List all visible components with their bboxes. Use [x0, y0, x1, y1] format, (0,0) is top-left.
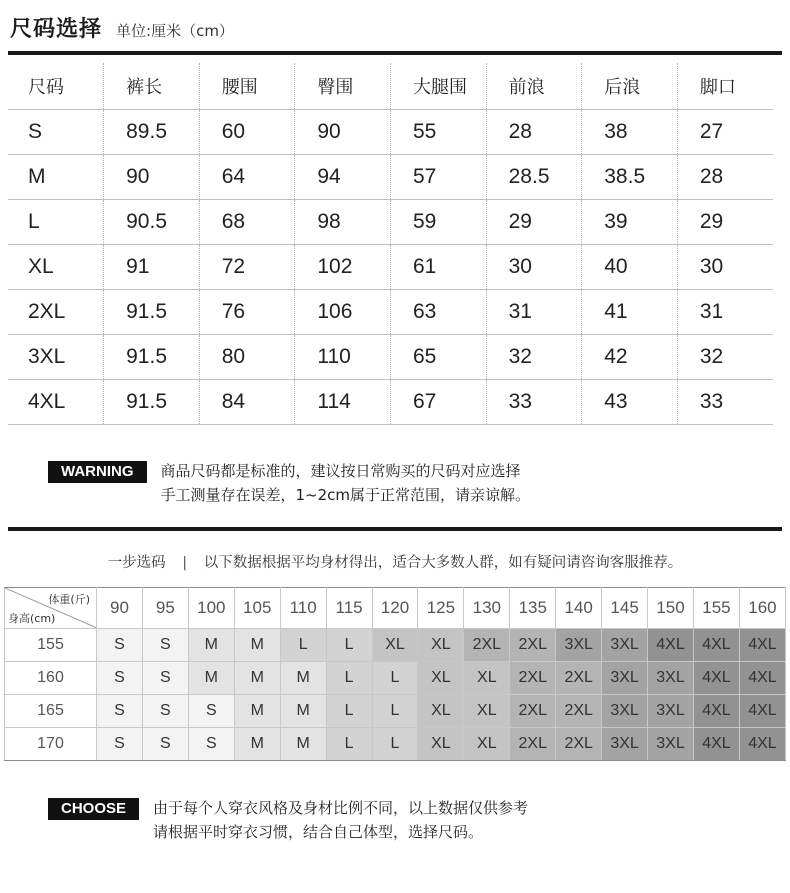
recommended-size-cell: S: [97, 695, 143, 728]
measurement-cell: 110: [295, 335, 391, 380]
recommended-size-cell: M: [188, 662, 234, 695]
height-cell: 160: [5, 662, 97, 695]
recommended-size-cell: S: [188, 728, 234, 761]
measurement-cell: 39: [582, 200, 678, 245]
size-table-header-row: [8, 63, 773, 110]
recommended-size-cell: S: [142, 695, 188, 728]
size-row: [8, 155, 773, 200]
page-header: [10, 12, 234, 44]
size-table: [8, 63, 773, 425]
recommended-size-cell: 4XL: [739, 629, 785, 662]
recommended-size-cell: 4XL: [739, 695, 785, 728]
recommended-size-cell: 3XL: [602, 629, 648, 662]
warning-badge: WARNING: [48, 461, 147, 483]
tip-separator: |: [182, 555, 188, 571]
recommended-size-cell: XL: [418, 728, 464, 761]
recommended-size-cell: 4XL: [648, 629, 694, 662]
weight-height-table: [4, 587, 786, 761]
measurement-cell: 31: [677, 290, 773, 335]
weight-header: 100: [188, 588, 234, 629]
recommended-size-cell: M: [188, 629, 234, 662]
size-row: [8, 335, 773, 380]
measurement-cell: 67: [391, 380, 487, 425]
corner-cell: [5, 588, 97, 629]
height-row: [5, 662, 786, 695]
measurement-cell: 33: [486, 380, 582, 425]
recommended-size-cell: XL: [464, 728, 510, 761]
warning-line-2: 手工测量存在误差，1~2cm属于正常范围，请亲谅解。: [160, 486, 531, 504]
recommended-size-cell: S: [142, 662, 188, 695]
recommended-size-cell: L: [326, 629, 372, 662]
weight-header: 95: [142, 588, 188, 629]
measurement-cell: 41: [582, 290, 678, 335]
measurement-cell: 27: [677, 110, 773, 155]
weight-header: 90: [97, 588, 143, 629]
choose-line-1: 由于每个人穿衣风格及身材比例不同，以上数据仅供参考: [153, 799, 529, 817]
weight-header: 125: [418, 588, 464, 629]
measurement-cell: 102: [295, 245, 391, 290]
size-label-cell: XL: [8, 245, 104, 290]
recommended-size-cell: L: [372, 695, 418, 728]
height-cell: 165: [5, 695, 97, 728]
header-divider: [8, 51, 782, 55]
warning-line-1: 商品尺码都是标准的，建议按日常购买的尺码对应选择: [160, 462, 521, 480]
recommended-size-cell: 3XL: [602, 662, 648, 695]
column-header: 臀围: [295, 63, 391, 110]
recommended-size-cell: 2XL: [510, 629, 556, 662]
column-header: 裤长: [104, 63, 200, 110]
size-label-cell: 4XL: [8, 380, 104, 425]
recommended-size-cell: 4XL: [693, 629, 739, 662]
recommended-size-cell: 4XL: [693, 662, 739, 695]
measurement-cell: 30: [677, 245, 773, 290]
recommended-size-cell: 2XL: [510, 695, 556, 728]
weight-header: 160: [739, 588, 785, 629]
section-divider: [8, 527, 782, 531]
recommended-size-cell: XL: [464, 695, 510, 728]
choose-note: [48, 796, 528, 844]
measurement-cell: 72: [199, 245, 295, 290]
measurement-cell: 91.5: [104, 290, 200, 335]
size-tip: [0, 551, 790, 572]
height-row: [5, 629, 786, 662]
measurement-cell: 63: [391, 290, 487, 335]
measurement-cell: 43: [582, 380, 678, 425]
recommended-size-cell: XL: [418, 695, 464, 728]
measurement-cell: 106: [295, 290, 391, 335]
measurement-cell: 80: [199, 335, 295, 380]
column-header: 前浪: [486, 63, 582, 110]
recommended-size-cell: XL: [372, 629, 418, 662]
warning-note: [48, 459, 530, 507]
measurement-cell: 65: [391, 335, 487, 380]
measurement-cell: 28: [677, 155, 773, 200]
measurement-cell: 64: [199, 155, 295, 200]
measurement-cell: 40: [582, 245, 678, 290]
recommended-size-cell: 2XL: [510, 662, 556, 695]
recommended-size-cell: L: [326, 728, 372, 761]
weight-header: 130: [464, 588, 510, 629]
size-label-cell: 3XL: [8, 335, 104, 380]
recommended-size-cell: L: [372, 662, 418, 695]
weight-header: 105: [234, 588, 280, 629]
size-row: [8, 380, 773, 425]
recommended-size-cell: 2XL: [556, 728, 602, 761]
tip-title: 一步选码: [107, 555, 166, 571]
size-row: [8, 245, 773, 290]
weight-header: 110: [280, 588, 326, 629]
measurement-cell: 76: [199, 290, 295, 335]
recommended-size-cell: S: [97, 728, 143, 761]
measurement-cell: 91.5: [104, 380, 200, 425]
recommended-size-cell: L: [326, 695, 372, 728]
recommended-size-cell: 3XL: [602, 695, 648, 728]
recommended-size-cell: 4XL: [693, 728, 739, 761]
recommended-size-cell: L: [326, 662, 372, 695]
unit-label: 单位:厘米（cm）: [116, 22, 234, 40]
weight-axis-label: 体重(斤): [48, 593, 90, 606]
measurement-cell: 89.5: [104, 110, 200, 155]
weight-header: 145: [602, 588, 648, 629]
recommended-size-cell: S: [97, 629, 143, 662]
column-header: 脚口: [677, 63, 773, 110]
recommended-size-cell: M: [280, 695, 326, 728]
column-header: 腰围: [199, 63, 295, 110]
recommended-size-cell: 4XL: [739, 728, 785, 761]
recommended-size-cell: 2XL: [510, 728, 556, 761]
measurement-cell: 32: [677, 335, 773, 380]
weight-header: 155: [693, 588, 739, 629]
recommended-size-cell: L: [280, 629, 326, 662]
column-header: 尺码: [8, 63, 104, 110]
recommended-size-cell: XL: [418, 629, 464, 662]
recommended-size-cell: S: [142, 728, 188, 761]
size-row: [8, 200, 773, 245]
recommended-size-cell: 3XL: [648, 662, 694, 695]
measurement-cell: 61: [391, 245, 487, 290]
measurement-cell: 90.5: [104, 200, 200, 245]
choose-badge: CHOOSE: [48, 798, 139, 820]
measurement-cell: 60: [199, 110, 295, 155]
height-cell: 155: [5, 629, 97, 662]
measurement-cell: 38: [582, 110, 678, 155]
measurement-cell: 90: [295, 110, 391, 155]
weight-header: 120: [372, 588, 418, 629]
recommended-size-cell: 4XL: [693, 695, 739, 728]
measurement-cell: 90: [104, 155, 200, 200]
choose-line-2: 请根据平时穿衣习惯，结合自己体型，选择尺码。: [153, 823, 484, 841]
measurement-cell: 114: [295, 380, 391, 425]
size-label-cell: 2XL: [8, 290, 104, 335]
height-row: [5, 695, 786, 728]
measurement-cell: 31: [486, 290, 582, 335]
measurement-cell: 94: [295, 155, 391, 200]
weight-header-row: [5, 588, 786, 629]
recommended-size-cell: M: [280, 728, 326, 761]
weight-header: 135: [510, 588, 556, 629]
recommended-size-cell: L: [372, 728, 418, 761]
height-axis-label: 身高(cm): [8, 612, 56, 625]
measurement-cell: 57: [391, 155, 487, 200]
recommended-size-cell: 3XL: [648, 695, 694, 728]
column-header: 大腿围: [391, 63, 487, 110]
measurement-cell: 29: [486, 200, 582, 245]
measurement-cell: 55: [391, 110, 487, 155]
recommended-size-cell: 2XL: [464, 629, 510, 662]
column-header: 后浪: [582, 63, 678, 110]
recommended-size-cell: 2XL: [556, 662, 602, 695]
size-label-cell: M: [8, 155, 104, 200]
size-row: [8, 290, 773, 335]
measurement-cell: 29: [677, 200, 773, 245]
tip-text: 以下数据根据平均身材得出，适合大多数人群，如有疑问请咨询客服推荐。: [203, 555, 683, 571]
recommended-size-cell: M: [234, 728, 280, 761]
height-cell: 170: [5, 728, 97, 761]
recommended-size-cell: M: [280, 662, 326, 695]
recommended-size-cell: M: [234, 662, 280, 695]
recommended-size-cell: XL: [418, 662, 464, 695]
recommended-size-cell: 3XL: [556, 629, 602, 662]
weight-header: 140: [556, 588, 602, 629]
measurement-cell: 91: [104, 245, 200, 290]
recommended-size-cell: 4XL: [739, 662, 785, 695]
measurement-cell: 98: [295, 200, 391, 245]
recommended-size-cell: M: [234, 695, 280, 728]
measurement-cell: 42: [582, 335, 678, 380]
measurement-cell: 84: [199, 380, 295, 425]
weight-header: 115: [326, 588, 372, 629]
size-row: [8, 110, 773, 155]
recommended-size-cell: 2XL: [556, 695, 602, 728]
measurement-cell: 28.5: [486, 155, 582, 200]
recommended-size-cell: XL: [464, 662, 510, 695]
measurement-cell: 32: [486, 335, 582, 380]
page-title: 尺码选择: [10, 17, 103, 42]
height-row: [5, 728, 786, 761]
size-label-cell: S: [8, 110, 104, 155]
recommended-size-cell: M: [234, 629, 280, 662]
recommended-size-cell: 3XL: [602, 728, 648, 761]
measurement-cell: 68: [199, 200, 295, 245]
measurement-cell: 33: [677, 380, 773, 425]
recommended-size-cell: S: [142, 629, 188, 662]
weight-header: 150: [648, 588, 694, 629]
recommended-size-cell: S: [188, 695, 234, 728]
measurement-cell: 91.5: [104, 335, 200, 380]
measurement-cell: 28: [486, 110, 582, 155]
recommended-size-cell: S: [97, 662, 143, 695]
measurement-cell: 59: [391, 200, 487, 245]
measurement-cell: 38.5: [582, 155, 678, 200]
recommended-size-cell: 3XL: [648, 728, 694, 761]
size-label-cell: L: [8, 200, 104, 245]
measurement-cell: 30: [486, 245, 582, 290]
